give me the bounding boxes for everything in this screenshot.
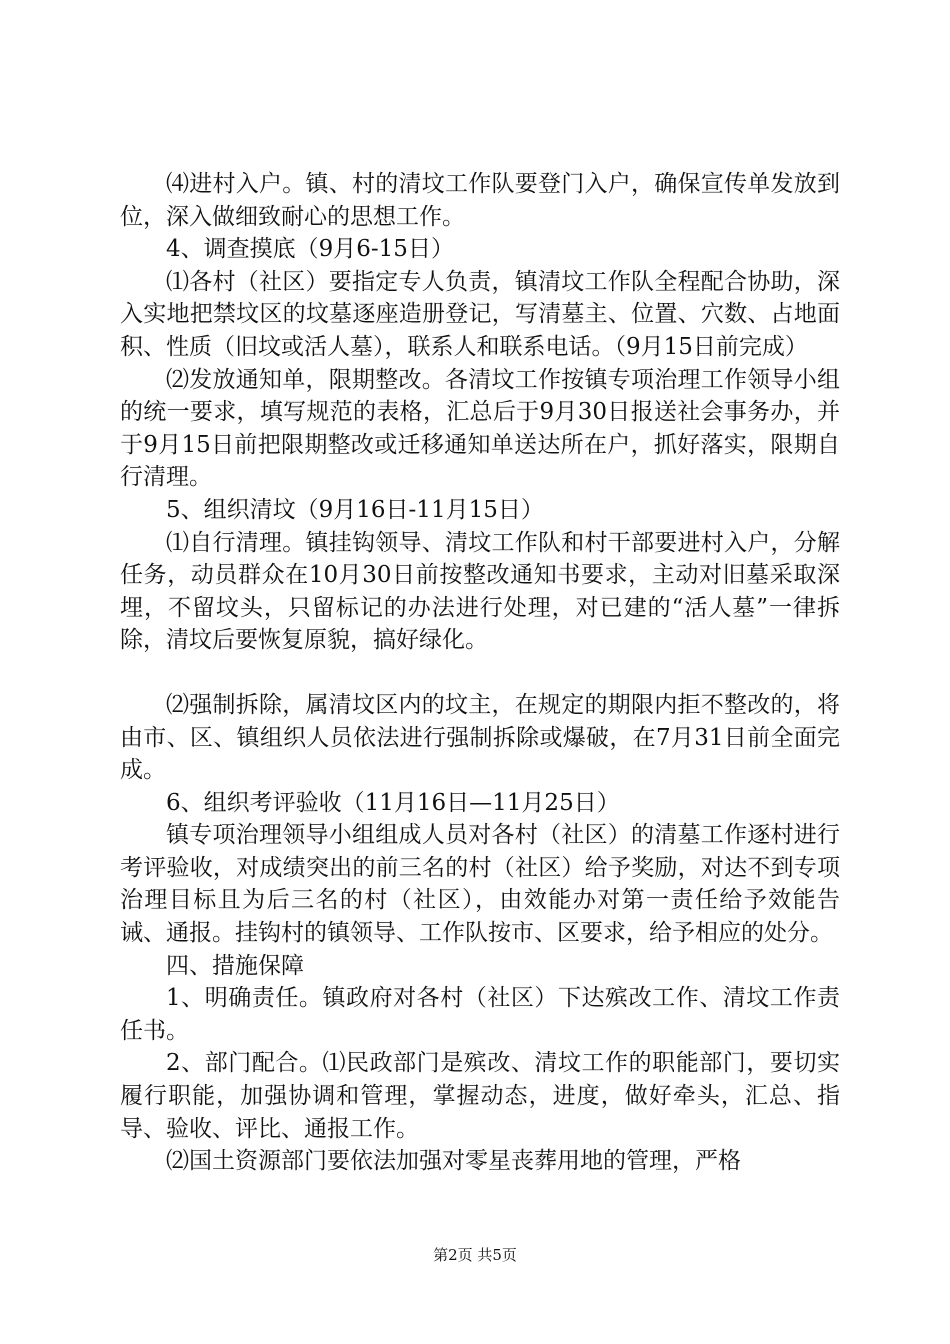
paragraph-land-resources: ⑵国土资源部门要依法加强对零星丧葬用地的管理，严格 [166, 1148, 741, 1175]
paragraph-issue-notices: ⑵发放通知单，限期整改。各清坟工作按镇专项治理工作领导小组的统一要求，填写规范的表格，汇总后于9月30日报送社会事务办，并于9月15日前把限期整改或迁移通知单送达所在户，抓好落实，限期自行清理。 [120, 366, 840, 491]
paragraph-self-clearing: ⑴自行清理。镇挂钩领导、清坟工作队和村干部要进村入户，分解任务，动员群众在10月30日前按整改通知书要求，主动对旧墓采取深埋，不留坟头，只留标记的办法进行处理，对已建的“活人墓”一律拆除，清坟后要恢复原貌，搞好绿化。 [120, 529, 840, 654]
paragraph-forced-removal: ⑵强制拆除，属清坟区内的坟主，在规定的期限内拒不整改的，将由市、区、镇组织人员依法进行强制拆除或爆破，在7月31日前全面完成。 [120, 691, 840, 784]
paragraph-survey-registration: ⑴各村（社区）要指定专人负责，镇清坟工作队全程配合协助，深入实地把禁坟区的坟墓逐座造册登记，写清墓主、位置、穴数、占地面积、性质（旧坟或活人墓），联系人和联系电话。（9月15日前完成） [120, 268, 840, 360]
paragraph-responsibility: 1、明确责任。镇政府对各村（社区）下达殡改工作、清坟工作责任书。 [120, 985, 840, 1044]
heading-measures: 四、措施保障 [166, 952, 304, 979]
heading-evaluation: 6、组织考评验收（11月16日—11月25日） [166, 789, 620, 816]
heading-survey: 4、调查摸底（9月6-15日） [166, 236, 454, 263]
document-body [120, 168, 840, 1178]
paragraph-evaluation: 镇专项治理领导小组组成人员对各村（社区）的清墓工作逐村进行考评验收，对成绩突出的前三名的村（社区）给予奖励，对达不到专项治理目标且为后三名的村（社区），由效能办对第一责任给予效能告诫、通报。挂钩村的镇领导、工作队按市、区要求，给予相应的处分。 [120, 822, 840, 947]
paragraph-department-coordination: 2、部门配合。⑴民政部门是殡改、清坟工作的职能部门，要切实履行职能，加强协调和管理，掌握动态，进度，做好牵头，汇总、指导、验收、评比、通报工作。 [120, 1050, 840, 1142]
page-footer: 第2页 共5页 [433, 1246, 517, 1264]
paragraph-visit-households: ⑷进村入户。镇、村的清坟工作队要登门入户，确保宣传单发放到位，深入做细致耐心的思想工作。 [120, 171, 840, 230]
heading-organize-clearing: 5、组织清坟（9月16日-11月15日） [166, 496, 544, 523]
